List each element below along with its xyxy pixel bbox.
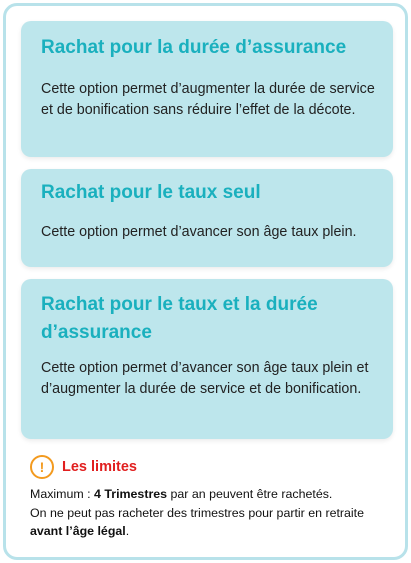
option-card-rate — [21, 169, 393, 267]
limits-header — [30, 454, 390, 480]
limits-line2-prefix: On ne peut pas racheter des trimestres pour partir en retraite — [30, 505, 365, 520]
option-description-duration: Cette option permet d’augmenter la durée de service et de bonification sans réduire l’effet de la décote. — [41, 81, 375, 118]
option-title-rate-and-duration: Rachat pour le taux et la durée d’assurance — [41, 294, 318, 343]
limits-max-quarters: 4 Trimestres — [94, 487, 168, 501]
limits-text — [30, 485, 390, 541]
limits-line1-prefix: Maximum : — [30, 487, 95, 501]
limits-legal-age: avant l’âge légal — [30, 524, 126, 538]
limits-line2-suffix: . — [125, 524, 130, 538]
option-card-duration — [21, 21, 393, 157]
info-panel — [3, 3, 408, 560]
limits-line1-suffix: par an peuvent être rachetés. — [167, 487, 333, 501]
limits-title: Les limites — [62, 459, 137, 475]
warning-icon: ! — [30, 455, 54, 479]
option-description-rate-and-duration: Cette option permet d’avancer son âge taux plein et d’augmenter la durée de service et de bonification. — [41, 360, 369, 397]
limits-section — [30, 454, 390, 541]
option-card-rate-and-duration — [21, 279, 393, 439]
option-title-rate: Rachat pour le taux seul — [41, 182, 261, 203]
option-title-duration: Rachat pour la durée d’assurance — [41, 37, 347, 58]
option-description-rate: Cette option permet d’avancer son âge taux plein. — [41, 224, 357, 240]
